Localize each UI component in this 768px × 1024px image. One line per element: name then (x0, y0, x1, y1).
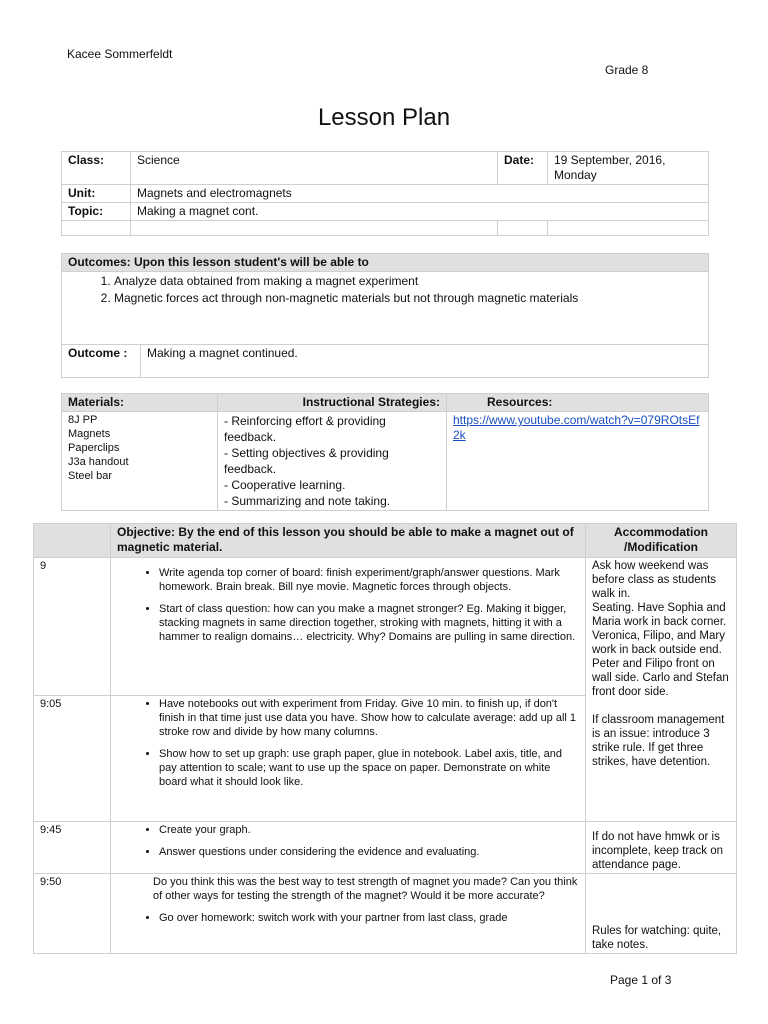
activity-item: • Write agenda top corner of board: finish experiment/graph/answer questions. Mark homework. Brain break. Bill nye movie. Magnetic forces through objects. (159, 566, 579, 594)
accommodation-note: If classroom management is an issue: introduce 3 strike rule. If get three strikes, have detention. (592, 714, 725, 768)
outcome-item: 1. Analyze data obtained from making a magnet experiment (114, 273, 702, 290)
discussion-questions: Do you think this was the best way to test strength of magnet you made? Can you think of other ways for testing the strength of the magnet? Would it be more accurate? (153, 876, 578, 902)
activity-cell (111, 558, 586, 696)
time-cell: 9:05 (34, 696, 111, 822)
activity-item: • Go over homework: switch work with your partner from last class, grade (159, 911, 579, 925)
strategies-list (218, 412, 447, 511)
materials-table (61, 393, 709, 511)
material-item: Magnets (68, 428, 111, 440)
outcome-item: 2. Magnetic forces act through non-magnetic materials but not through magnetic materials (114, 290, 702, 307)
strategy-item: - Setting objectives & providing feedback. (224, 446, 389, 476)
schedule-table (33, 523, 737, 954)
time-cell: 9:50 (34, 874, 111, 954)
activity-list (117, 823, 579, 859)
accommodation-note: If do not have hmwk or is incomplete, keep track on attendance page. (592, 831, 724, 871)
time-header (34, 524, 111, 558)
empty-cell (498, 221, 548, 236)
outcomes-table (61, 253, 709, 378)
topic-value: Making a magnet cont. (131, 203, 709, 221)
strategy-item: - Summarizing and note taking. (224, 494, 391, 508)
empty-cell (548, 221, 709, 236)
activity-cell (111, 696, 586, 822)
empty-cell (62, 221, 131, 236)
grade-label: Grade 8 (605, 63, 649, 77)
topic-label: Topic: (62, 203, 131, 221)
accommodation-header: Accommodation /Modification (586, 524, 737, 558)
accommodation-note: Ask how weekend was before class as students walk in. (592, 560, 717, 600)
empty-cell (131, 221, 498, 236)
strategy-item: - Reinforcing effort & providing feedback. (224, 414, 386, 444)
unit-value: Magnets and electromagnets (131, 185, 709, 203)
accommodation-cell (586, 558, 737, 822)
material-item: 8J PP (68, 414, 98, 426)
material-item: Paperclips (68, 442, 120, 454)
materials-list (62, 412, 218, 511)
class-label: Class: (62, 152, 131, 185)
resources-cell (447, 412, 709, 511)
materials-header: Materials: (62, 394, 218, 412)
page-number: Page 1 of 3 (610, 973, 672, 987)
accommodation-cell (586, 822, 737, 874)
class-value: Science (131, 152, 498, 185)
material-item: J3a handout (68, 456, 129, 468)
activity-item: • Start of class question: how can you make a magnet stronger? Eg. Making it bigger, stacking magnets in same direction together, stroking with magnets, hitting it with a hammer to realign domains… electricity. Why? Domains are pulling in same direction. (159, 602, 579, 644)
author-name: Kacee Sommerfeldt (67, 47, 173, 61)
activity-cell (111, 822, 586, 874)
activity-list (117, 697, 579, 789)
resources-header: Resources: (447, 394, 709, 412)
activity-item: • Create your graph. (159, 823, 579, 837)
outcomes-list-cell (62, 272, 709, 345)
lesson-info-table (61, 151, 709, 236)
activity-item: • Answer questions under considering the evidence and evaluating. (159, 845, 579, 859)
accommodation-cell (586, 874, 737, 954)
activity-item: • Have notebooks out with experiment from Friday. Give 10 min. to finish up, if don't finish in that time just use data you have. Show how to calculate average: add up all 1 stroke row and divide by how many columns. (159, 697, 579, 739)
activity-list (117, 911, 579, 925)
objective-header: Objective: By the end of this lesson you should be able to make a magnet out of magnetic material. (111, 524, 586, 558)
youtube-link[interactable]: https://www.youtube.com/watch?v=079ROtsEf2k (453, 413, 700, 442)
time-cell: 9:45 (34, 822, 111, 874)
activity-item: • Show how to set up graph: use graph paper, glue in notebook. Label axis, title, and pay attention to scale; want to use up the space on paper. Demonstrate on white board what it should look like. (159, 747, 579, 789)
time-cell: 9 (34, 558, 111, 696)
outcome-value: Making a magnet continued. (141, 345, 709, 378)
date-value: 19 September, 2016, Monday (548, 152, 709, 185)
activity-list (117, 566, 579, 644)
strategy-item: - Cooperative learning. (224, 478, 346, 492)
unit-label: Unit: (62, 185, 131, 203)
outcomes-heading: Outcomes: Upon this lesson student's will be able to (62, 254, 709, 272)
accommodation-note: Seating. Have Sophia and Maria work in back corner. Veronica, Filipo, and Mary work in back outside end. Peter and Filipo front on wall side. Carlo and Stefan front door side. (592, 602, 729, 698)
strategies-header: Instructional Strategies: (218, 394, 447, 412)
outcome-label: Outcome : (62, 345, 141, 378)
outcomes-list (68, 273, 702, 307)
page-title: Lesson Plan (317, 104, 451, 131)
material-item: Steel bar (68, 470, 113, 482)
date-label: Date: (498, 152, 548, 185)
activity-cell (111, 874, 586, 954)
accommodation-note: Rules for watching: quite, take notes. (592, 925, 722, 951)
